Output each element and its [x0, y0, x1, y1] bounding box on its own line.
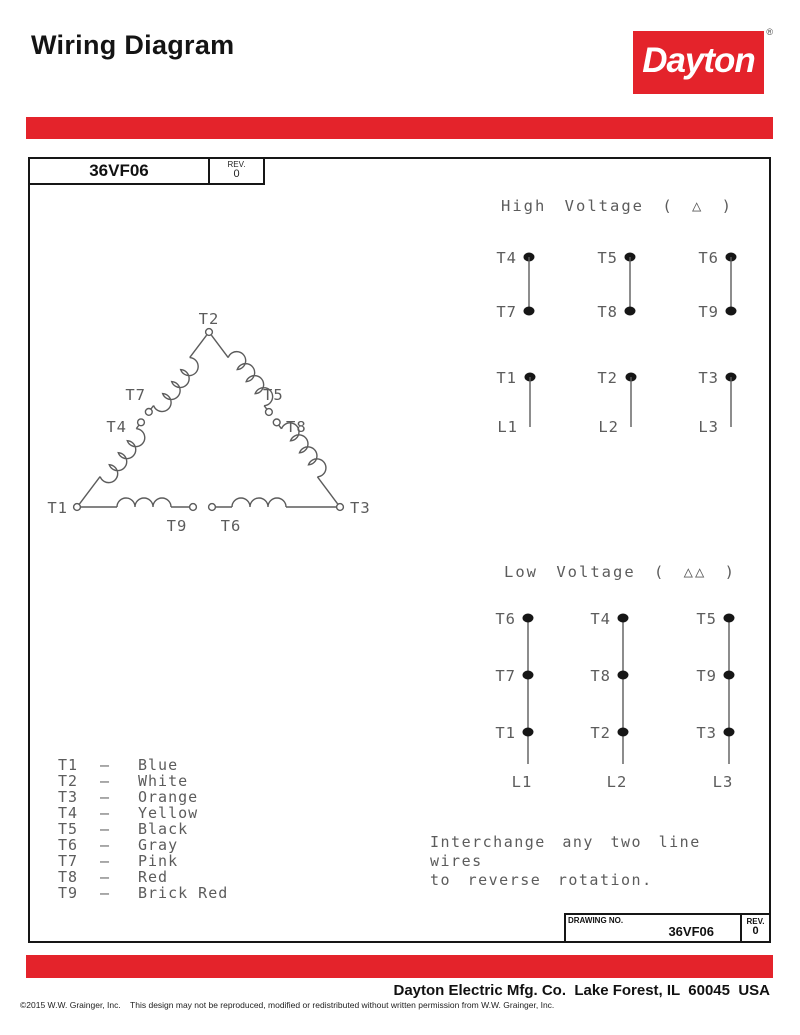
title-block-top	[28, 157, 265, 185]
drawing-number-cell	[566, 915, 742, 941]
terminal-dot	[523, 728, 534, 737]
legend-row	[58, 789, 228, 805]
winding-t1-t9	[81, 498, 197, 510]
title-block-bottom	[564, 913, 771, 943]
coil	[232, 498, 286, 507]
terminal-label: T3	[350, 499, 371, 517]
terminal-label: T8	[590, 667, 611, 685]
hv-line-column-2	[597, 369, 636, 436]
revision-cell	[742, 915, 769, 941]
terminal-label: T2	[597, 369, 618, 387]
divider-bar-top	[26, 117, 773, 139]
terminal-label: T9	[698, 303, 719, 321]
terminal-label: T1	[496, 369, 517, 387]
legend-separator: —	[100, 756, 111, 774]
terminal-dot	[618, 614, 629, 623]
lv-column-3	[696, 610, 734, 791]
revision-cell	[210, 159, 263, 183]
terminal-dot	[618, 728, 629, 737]
legend-terminal: T1	[58, 756, 79, 774]
drawing-number-label: DRAWING NO.	[568, 916, 624, 925]
rotation-note	[430, 833, 769, 890]
terminal-dot	[726, 307, 737, 316]
terminal-label: T2	[590, 724, 611, 742]
legend-terminal: T5	[58, 820, 79, 838]
revision-value: 0	[752, 925, 759, 938]
terminal-label: T5	[597, 249, 618, 267]
legend-color-name: White	[138, 772, 189, 790]
winding-terminal	[273, 419, 280, 426]
legend-terminal: T2	[58, 772, 79, 790]
delta-winding-diagram	[36, 303, 396, 545]
legend-terminal: T3	[58, 788, 79, 806]
delta-right-terminal	[337, 504, 344, 511]
page-title: Wiring Diagram	[31, 30, 235, 60]
winding-terminal	[145, 409, 152, 416]
low-voltage-title: Low Voltage ( △△ )	[504, 563, 736, 581]
hv-jumper-column-1	[496, 249, 534, 321]
line-label: L3	[698, 418, 719, 436]
legend-separator: —	[100, 852, 111, 870]
terminal-dot	[523, 671, 534, 680]
legend-separator: —	[100, 884, 111, 902]
legend-color-name: Gray	[138, 836, 179, 854]
terminal-label: T3	[696, 724, 717, 742]
terminal-dot	[724, 614, 735, 623]
delta-left-terminal	[74, 504, 81, 511]
terminal-label: T9	[696, 667, 717, 685]
winding-terminal	[266, 409, 273, 416]
terminal-label: T1	[495, 724, 516, 742]
winding-t7-t2	[145, 335, 206, 415]
terminal-dot	[724, 728, 735, 737]
terminal-dot	[618, 671, 629, 680]
hv-jumper-column-2	[597, 249, 635, 321]
coil	[99, 428, 148, 487]
registered-trademark-icon: ®	[766, 27, 773, 37]
legend-separator: —	[100, 804, 111, 822]
legend-color-name: Black	[138, 820, 189, 838]
winding-terminal	[138, 419, 145, 426]
rotation-note-line2: to reverse rotation.	[430, 871, 653, 889]
divider-bar-bottom	[26, 955, 773, 978]
winding-t6-t3	[209, 498, 337, 510]
winding-terminal	[209, 504, 216, 511]
legend-row	[58, 853, 228, 869]
legend-row	[58, 773, 228, 789]
terminal-dot	[724, 671, 735, 680]
revision-label: REV.	[746, 917, 765, 927]
terminal-label: T6	[220, 517, 242, 535]
terminal-label: T4	[106, 418, 127, 436]
terminal-label: T3	[698, 369, 719, 387]
terminal-label: T6	[495, 610, 516, 628]
terminal-label: T8	[597, 303, 618, 321]
drawing-number: 36VF06	[30, 159, 210, 183]
legend-color-name: Red	[138, 868, 169, 886]
terminal-label: T2	[198, 310, 220, 328]
dayton-logo-text: Dayton	[642, 41, 755, 80]
revision-value: 0	[233, 168, 240, 181]
legend-color-name: Pink	[138, 852, 179, 870]
low-voltage-diagram	[458, 556, 770, 798]
high-voltage-diagram	[458, 188, 770, 438]
wire-color-legend	[58, 757, 228, 901]
legend-separator: —	[100, 820, 111, 838]
dayton-logo	[633, 27, 773, 94]
legend-row	[58, 805, 228, 821]
terminal-label: T4	[590, 610, 611, 628]
legend-color-name: Brick Red	[138, 884, 229, 902]
legend-terminal: T4	[58, 804, 79, 822]
footer-address: Dayton Electric Mfg. Co. Lake Forest, IL 60045 USA	[393, 982, 770, 999]
legend-row	[58, 885, 228, 901]
rotation-note-line1: Interchange any two line wires	[430, 833, 701, 870]
drawing-number-value: 36VF06	[668, 924, 714, 939]
terminal-label: T1	[47, 499, 68, 517]
line-label: L2	[606, 773, 628, 791]
terminal-label: T6	[698, 249, 719, 267]
terminal-dot	[523, 614, 534, 623]
footer-copyright: ©2015 W.W. Grainger, Inc. This design may not be reproduced, modified or redistributed without written permission from W.W. Grainger, Inc.	[20, 1000, 555, 1010]
winding-terminal	[190, 504, 197, 511]
terminal-label: T5	[696, 610, 717, 628]
legend-color-name: Orange	[138, 788, 199, 806]
terminal-dot	[625, 307, 636, 316]
legend-separator: —	[100, 868, 111, 886]
terminal-label: T8	[286, 418, 307, 436]
legend-terminal: T6	[58, 836, 79, 854]
terminal-dot	[524, 307, 535, 316]
terminal-label: T7	[125, 386, 146, 404]
legend-separator: —	[100, 788, 111, 806]
terminal-label: T5	[263, 386, 284, 404]
hv-line-column-3	[698, 369, 736, 436]
diagram-frame	[28, 157, 771, 943]
legend-terminal: T9	[58, 884, 79, 902]
legend-row	[58, 837, 228, 853]
coil	[117, 498, 171, 507]
coil	[153, 356, 202, 415]
line-label: L1	[497, 418, 518, 436]
line-label: L3	[712, 773, 734, 791]
legend-color-name: Yellow	[138, 804, 199, 822]
delta-apex-terminal	[206, 329, 213, 336]
legend-row	[58, 757, 228, 773]
legend-row	[58, 869, 228, 885]
terminal-label: T7	[495, 667, 516, 685]
legend-terminal: T8	[58, 868, 79, 886]
high-voltage-title: High Voltage ( △ )	[501, 197, 733, 215]
lv-column-2	[590, 610, 628, 791]
hv-jumper-column-3	[698, 249, 736, 321]
line-label: L2	[598, 418, 619, 436]
terminal-label: T7	[496, 303, 517, 321]
terminal-label: T9	[166, 517, 188, 535]
legend-color-name: Blue	[138, 756, 179, 774]
terminal-label: T4	[496, 249, 517, 267]
legend-separator: —	[100, 772, 111, 790]
legend-terminal: T7	[58, 852, 79, 870]
legend-separator: —	[100, 836, 111, 854]
lv-column-1	[495, 610, 533, 791]
hv-line-column-1	[496, 369, 535, 436]
legend-row	[58, 821, 228, 837]
revision-label: REV.	[227, 160, 246, 170]
line-label: L1	[511, 773, 533, 791]
